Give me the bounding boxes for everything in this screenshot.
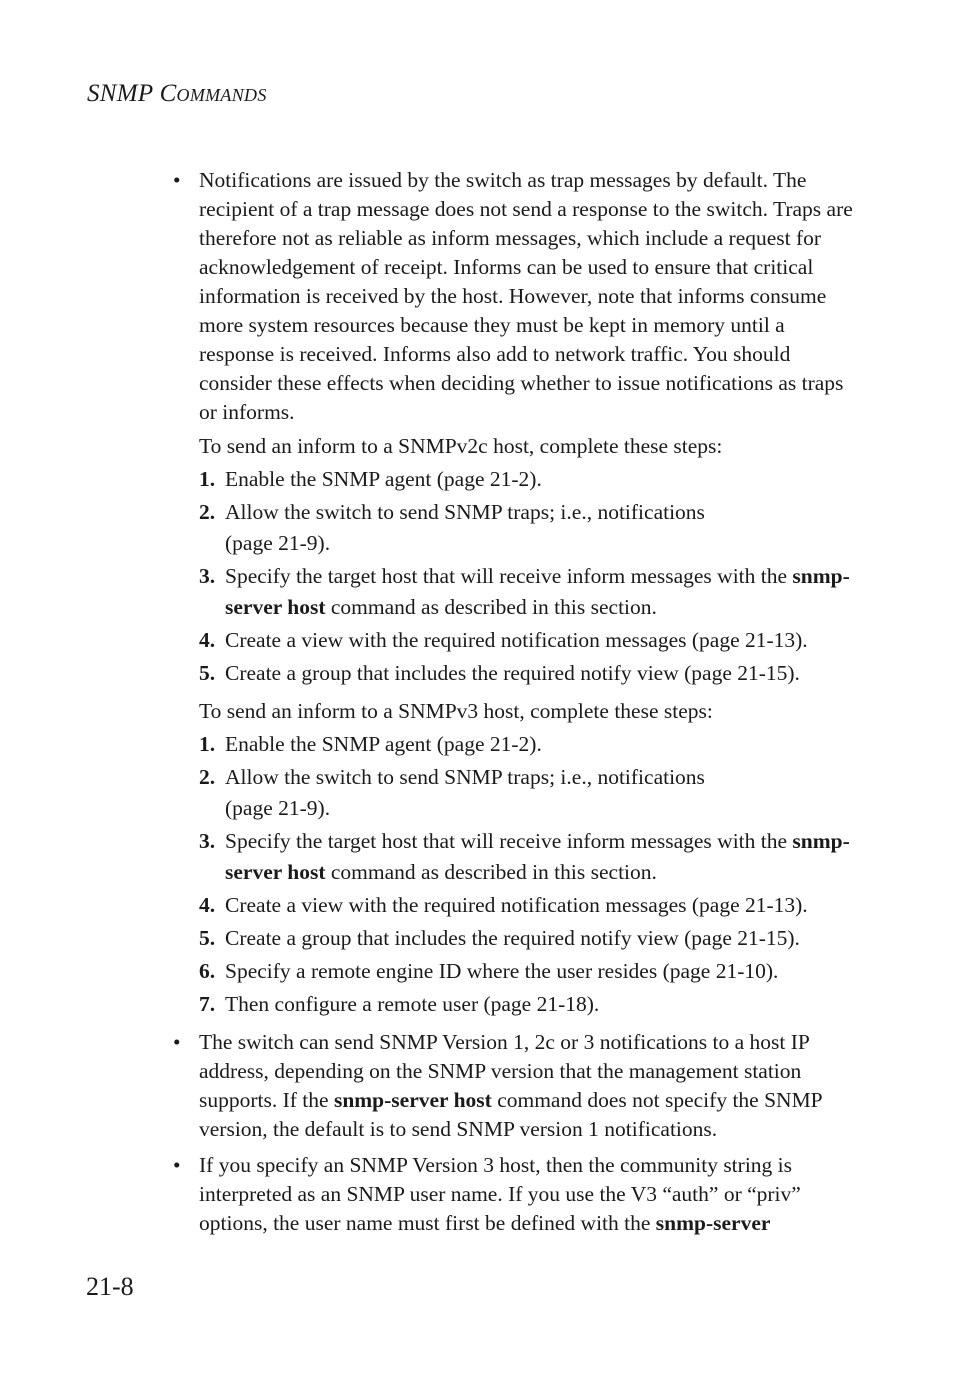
bullet-text: Notifications are issued by the switch as trap messages by default. The recipient of a trap message does not send a response to the switch. Traps are therefore not as reliable as inform messages, which include a request for acknowledgement of receipt. Informs can be used to ensure that critical information is received by the host. However, note that informs consume more system resources because they must be kept in memory until a response is received. Informs also add to network traffic. You should consider these effects when deciding whether to issue notifications as traps or informs. — [199, 168, 853, 424]
bullet-notifications — [170, 166, 860, 1020]
list-item: 7. Then configure a remote user (page 21-18). — [199, 992, 600, 1016]
list-item: 4. Create a view with the required notification messages (page 21-13). — [199, 628, 808, 652]
list-item: 2. Allow the switch to send SNMP traps; i.e., notifications (page 21-9). — [199, 500, 705, 555]
list-item: 1. Enable the SNMP agent (page 21-2). — [199, 732, 542, 756]
v2c-intro: To send an inform to a SNMPv2c host, complete these steps: — [199, 434, 723, 458]
list-item: 1. Enable the SNMP agent (page 21-2). — [199, 467, 542, 491]
list-item: 6. Specify a remote engine ID where the user resides (page 21-10). — [199, 959, 779, 983]
list-item: 3. Specify the target host that will receive inform messages with the snmp-server host command as described in this section. — [199, 829, 850, 884]
bullet-text: The switch can send SNMP Version 1, 2c or 3 notifications to a host IP address, depending on the SNMP version that the management station supports. If the snmp-server host command does not specify the SNMP version, the default is to send SNMP version 1 notifications. — [199, 1030, 822, 1141]
page-number: 21-8 — [86, 1272, 134, 1301]
list-item: 5. Create a group that includes the required notify view (page 21-15). — [199, 926, 800, 950]
list-item: 2. Allow the switch to send SNMP traps; i.e., notifications (page 21-9). — [199, 765, 705, 820]
list-item: 5. Create a group that includes the required notify view (page 21-15). — [199, 661, 800, 685]
running-header: SNMP COMMANDS — [87, 80, 267, 107]
v3-intro: To send an inform to a SNMPv3 host, complete these steps: — [199, 699, 713, 723]
bullet-snmp-version — [170, 1028, 860, 1144]
bullet-snmpv3-host — [170, 1151, 860, 1238]
bullet-dot: • — [173, 168, 181, 192]
page-body — [170, 166, 860, 1245]
bullet-text: If you specify an SNMP Version 3 host, then the community string is interpreted as an SNMP user name. If you use the V3 “auth” or “priv” options, the user name must first be defined with the snmp-server — [199, 1153, 801, 1235]
list-item: 3. Specify the target host that will receive inform messages with the snmp-server host command as described in this section. — [199, 564, 850, 619]
v2c-steps — [199, 464, 860, 689]
bullet-dot: • — [173, 1030, 181, 1054]
v3-steps — [199, 729, 860, 1020]
bullet-dot: • — [173, 1153, 181, 1177]
list-item: 4. Create a view with the required notification messages (page 21-13). — [199, 893, 808, 917]
